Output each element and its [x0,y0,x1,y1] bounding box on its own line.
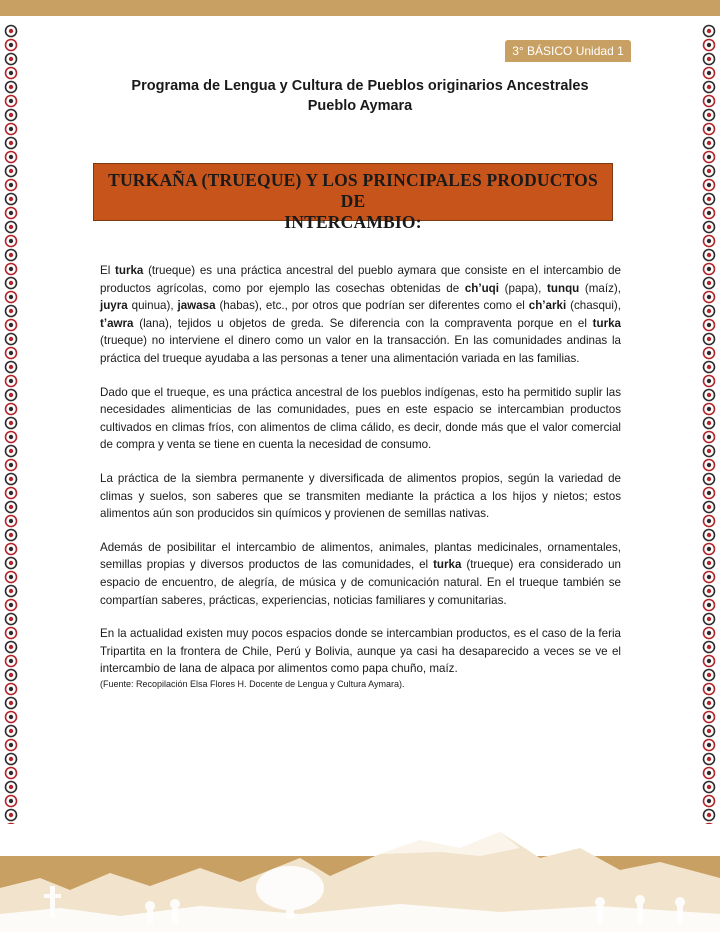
text: (lana), tejidos u objetos de greda. Se diferencia con la compraventa porque en el [133,316,593,330]
text: (trueque) es una práctica ancestral del pueblo aymara que consiste en el intercambio de productos agrícolas, como por ejemplo las cosechas obtenidas de [100,264,621,295]
people-name: Pueblo Aymara [307,98,413,114]
text: El [100,264,116,277]
paragraph-3: La práctica de la siembra permanente y diversificada de alimentos propios, según la variedad de climas y suelos, son saberes que se transmiten mediante la práctica a los hijos y nietos; estos alimentos aún son producidos sin químicos y provienen de semillas nativas. [100,471,621,521]
text: Además de posibilitar el intercambio de alimentos, animales, plantas medicinales, ornamentales, semillas propias y diversos productos de las comunidades, el [100,540,621,572]
paragraph-4 [100,539,621,609]
term: ch’uqi [464,281,499,295]
text: (maíz), [579,281,621,295]
term: juyra [100,299,128,313]
source-citation: (Fuente: Recopilación Elsa Flores H. Docente de Lengua y Cultura Aymara). [100,678,405,689]
text: (chasqui), [566,299,622,313]
top-decorative-band [0,0,720,16]
section-title-box [93,163,613,232]
paragraph-2: Dado que el trueque, es una práctica ancestral de los pueblos indígenas, esto ha permitido suplir las necesidades alimenticias de las comunidades, pues en este espacio se intercambian productos cultivados en climas fríos, con alimentos de clima cálido, es decir, donde más que el valor comercial de compra y venta se tiene en cuenta la necesidad de consumo. [100,385,621,452]
text: (trueque) era considerado un espacio de encuentro, de alegría, de música y de comunicación natural. En el trueque también se compartían saberes, prácticas, experiencias, noticias familiares y comunitarias. [100,558,621,607]
text: (papa), [498,281,548,295]
text: (trueque) no interviene el dinero como un valor en la transacción. En las comunidades andinas la práctica del trueque ayudaba a las personas a tener una alimentación variada en las familias. [100,334,621,365]
program-header [80,76,640,116]
left-ornament-border [4,24,18,824]
unit-tag: 3° BÁSICO Unidad 1 [505,40,631,62]
paragraph-1 [100,262,621,368]
section-title-line1: TURKAÑA (TRUEQUE) Y LOS PRINCIPALES PRODUCTOS DE [108,170,598,211]
paragraph-5: En la actualidad existen muy pocos espacios donde se intercambian productos, es el caso de la feria Tripartita en la frontera de Chile, Perú y Bolivia, aunque ya casi ha desaparecido a veces se ve el intercambio de lana de alpaca por alimentos como papa chuño, maíz. [100,627,621,676]
term: turka [433,558,462,572]
text: (habas), etc., por otros que podrían ser diferentes como el [215,299,529,313]
term: t’awra [100,316,134,330]
document-body [100,262,621,690]
section-title-line2: INTERCAMBIO: [284,212,422,232]
term: ch’arki [528,299,567,313]
term: turka [115,264,144,277]
term: jawasa [177,299,216,313]
text: quinua), [127,299,178,313]
andean-landscape-illustration [0,818,720,932]
term: tunqu [547,281,580,295]
term: turka [592,316,621,330]
program-title: Programa de Lengua y Cultura de Pueblos originarios Ancestrales [131,78,589,94]
right-ornament-border [702,24,716,824]
